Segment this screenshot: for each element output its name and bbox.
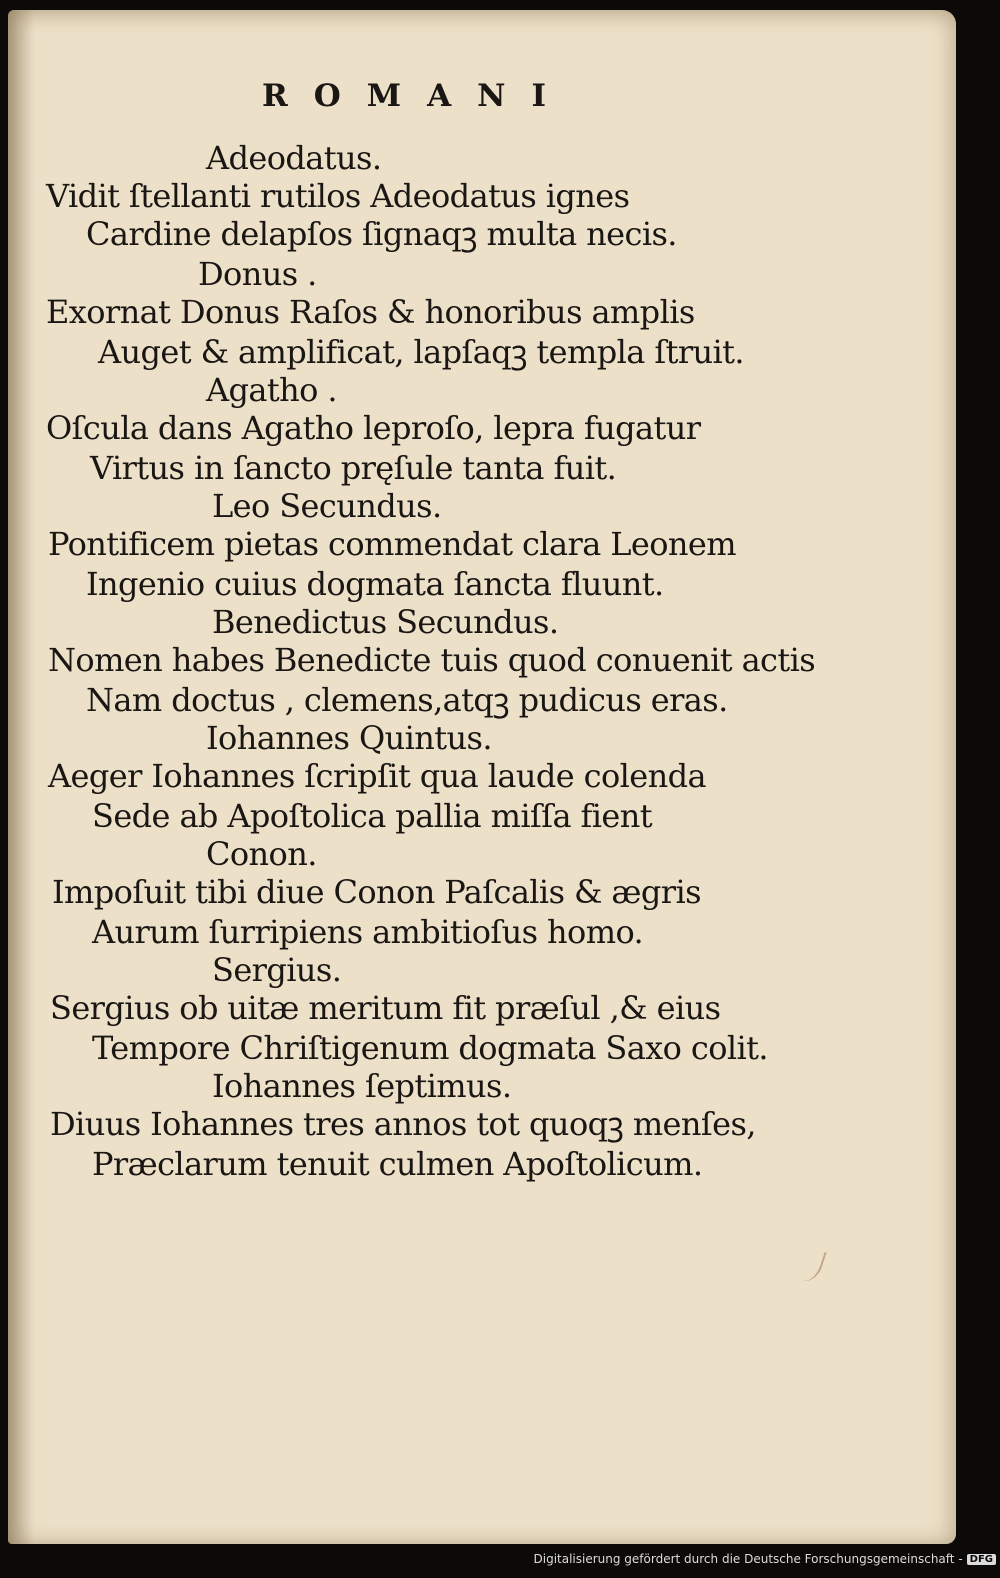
- verse-line: Nam doctus , clemens,atqꝫ pudicus eras.: [86, 681, 728, 719]
- dfg-logo: DFG: [967, 1554, 996, 1565]
- verse-line: Sergius ob uitæ meritum fit præſul ,& eius: [50, 989, 721, 1027]
- running-title: ROMANI: [262, 78, 572, 114]
- verse-line: Pontificem pietas commendat clara Leonem: [48, 525, 736, 563]
- ink-mark: [793, 1245, 826, 1285]
- verse-line: Tempore Chriſtigenum dogmata Saxo colit.: [92, 1029, 768, 1067]
- verse-line: Diuus Iohannes tres annos tot quoqꝫ menſes,: [50, 1105, 756, 1143]
- verse-line: Ingenio cuius dogmata ſancta fluunt.: [86, 565, 664, 603]
- heading-iohannes-quintus: Iohannes Quintus.: [206, 719, 492, 757]
- verse-line: Virtus in ſancto pręſule tanta fuit.: [90, 449, 617, 487]
- heading-sergius: Sergius.: [212, 951, 342, 989]
- verse-line: Auget & amplificat, lapſaqꝫ templa ſtruit.: [98, 333, 744, 371]
- verse-line: Nomen habes Benedicte tuis quod conuenit actis: [48, 641, 816, 679]
- heading-agatho: Agatho .: [206, 371, 337, 409]
- heading-adeodatus: Adeodatus.: [206, 139, 382, 177]
- heading-iohannes-septimus: Iohannes ſeptimus.: [212, 1067, 512, 1105]
- verse-line: Cardine delapſos ſignaqꝫ multa necis.: [86, 215, 677, 253]
- verse-line: Sede ab Apoſtolica pallia miſſa fient: [92, 797, 652, 835]
- verse-line: Impoſuit tibi diue Conon Paſcalis & ægris: [52, 873, 701, 911]
- verse-line: Aeger Iohannes ſcripſit qua laude colenda: [48, 757, 706, 795]
- verse-line: Aurum ſurripiens ambitioſus homo.: [92, 913, 644, 951]
- credit-text: Digitalisierung gefördert durch die Deutsche Forschungsgemeinschaft -: [533, 1552, 963, 1566]
- verse-line: Præclarum tenuit culmen Apoſtolicum.: [92, 1145, 703, 1183]
- digitization-credit: [534, 1552, 997, 1566]
- heading-conon: Conon.: [206, 835, 317, 873]
- verse-line: Oſcula dans Agatho leproſo, lepra fugatur: [46, 409, 701, 447]
- heading-leo-secundus: Leo Secundus.: [212, 487, 442, 525]
- heading-benedictus-secundus: Benedictus Secundus.: [212, 603, 559, 641]
- heading-donus: Donus .: [198, 255, 317, 293]
- verse-line: Exornat Donus Raſos & honoribus amplis: [46, 293, 695, 331]
- book-page: [8, 10, 956, 1544]
- verse-line: Vidit ſtellanti rutilos Adeodatus ignes: [46, 177, 630, 215]
